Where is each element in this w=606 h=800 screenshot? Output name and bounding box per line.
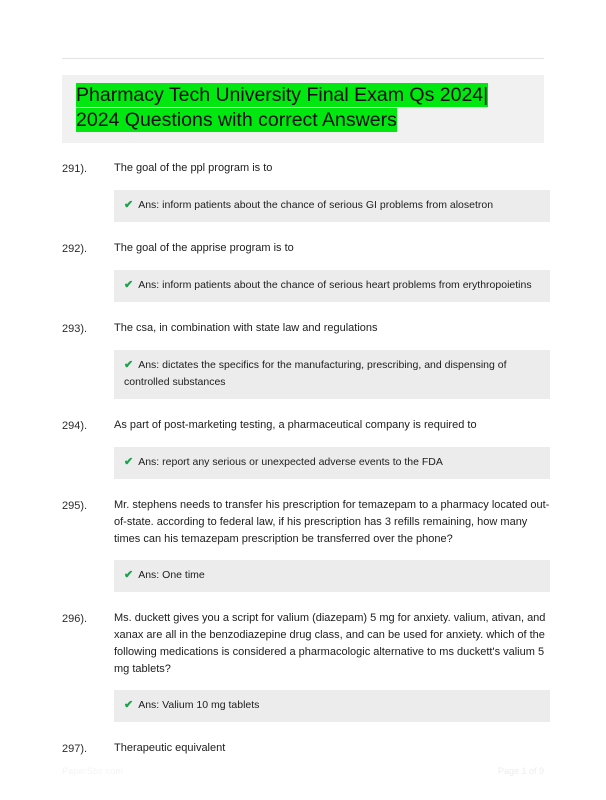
answer-wrapper (114, 350, 550, 399)
answer-text: Ans: inform patients about the chance of serious GI problems from alosetron (138, 199, 494, 211)
answer-wrapper (114, 270, 550, 302)
answer-text: Ans: dictates the specifics for the manufacturing, prescribing, and dispensing of controlled substances (124, 359, 507, 388)
title-line-1: Pharmacy Tech University Final Exam Qs 2024| (76, 84, 489, 106)
question-number: 292). (62, 243, 88, 255)
question-text: As part of post-marketing testing, a pharmaceutical company is required to (114, 419, 477, 431)
answer-box (114, 270, 550, 302)
check-icon: ✔ (124, 199, 134, 211)
answer-wrapper (114, 190, 550, 222)
answer-wrapper (114, 447, 550, 479)
question-item (0, 417, 606, 479)
answer-wrapper (114, 560, 550, 592)
question-text: The goal of the ppl program is to (114, 162, 273, 174)
question-text: The csa, in combination with state law and regulations (114, 322, 378, 334)
question-text: Ms. duckett gives you a script for valium (diazepam) 5 mg for anxiety. valium, ativan, and xanax are all in the benzodiazepine drug class, and can be used for anxiety. which of the following medications is considered a pharmacologic alternative to ms duckett's valium 5 mg tablets? (114, 612, 546, 675)
answer-box (114, 690, 550, 722)
question-number: 297). (62, 743, 88, 755)
question-item (0, 610, 606, 722)
header-divider (62, 58, 544, 59)
question-item (0, 320, 606, 399)
question-text: Therapeutic equivalent (114, 742, 226, 754)
question-number: 291). (62, 163, 88, 175)
page-footer (62, 766, 544, 776)
question-list (0, 160, 606, 776)
check-icon: ✔ (124, 279, 134, 291)
answer-text: Ans: One time (138, 569, 205, 581)
check-icon: ✔ (124, 359, 134, 371)
check-icon: ✔ (124, 569, 134, 581)
question-number: 294). (62, 420, 88, 432)
answer-text: Ans: report any serious or unexpected adverse events to the FDA (138, 456, 443, 468)
question-number: 296). (62, 613, 88, 625)
question-text: Mr. stephens needs to transfer his prescription for temazepam to a pharmacy located out-of-state. according to federal law, if his prescription has 3 refills remaining, how many times can his temazepam prescription be transferred over the phone? (114, 499, 550, 545)
watermark-text: PaperStic.com (62, 766, 124, 776)
check-icon: ✔ (124, 699, 134, 711)
answer-box (114, 447, 550, 479)
question-number: 293). (62, 323, 88, 335)
question-item (0, 740, 606, 758)
question-item (0, 240, 606, 302)
title-line-2: 2024 Questions with correct Answers (76, 109, 397, 131)
answer-box (114, 190, 550, 222)
check-icon: ✔ (124, 456, 134, 468)
question-text: The goal of the apprise program is to (114, 242, 294, 254)
question-item (0, 497, 606, 592)
question-number: 295). (62, 500, 88, 512)
page-number: Page 1 of 9 (497, 766, 544, 776)
answer-text: Ans: inform patients about the chance of serious heart problems from erythropoietins (138, 279, 532, 291)
answer-box (114, 560, 550, 592)
document-title-block (62, 75, 544, 143)
answer-wrapper (114, 690, 550, 722)
question-item (0, 160, 606, 222)
answer-box (114, 350, 550, 399)
page-title (76, 83, 530, 133)
answer-text: Ans: Valium 10 mg tablets (138, 699, 260, 711)
